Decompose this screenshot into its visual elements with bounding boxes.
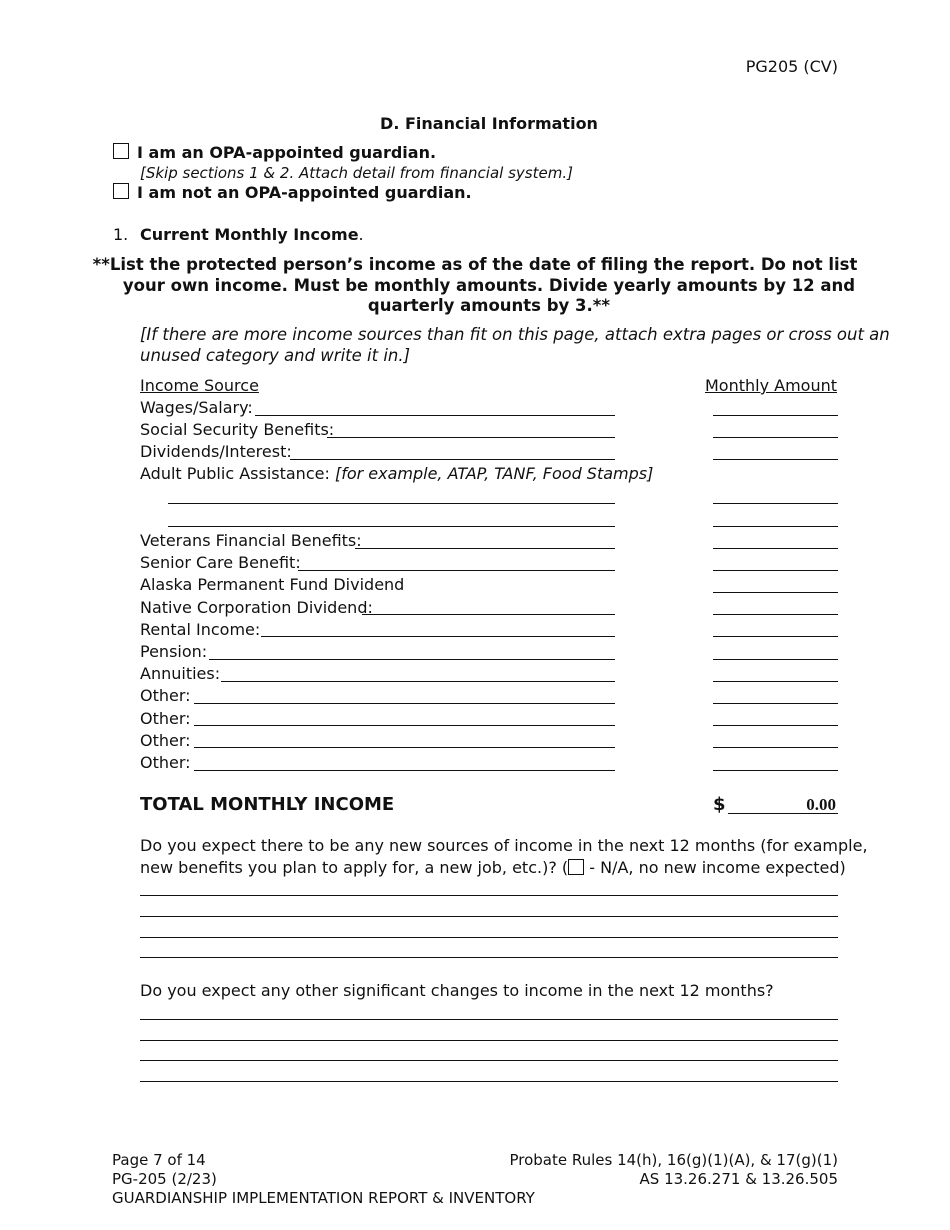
new-income-question-line2-a: new benefits you plan to apply for, a new job, etc.)? ( [140, 858, 569, 877]
pension-amount-field[interactable] [713, 659, 838, 660]
other-label-1: Other: [140, 686, 191, 705]
other-source-field-2[interactable] [194, 725, 615, 726]
new-income-question-line2-b: - N/A, no new income expected) [584, 858, 846, 877]
other-source-field-4[interactable] [194, 770, 615, 771]
veterans-source-field[interactable] [355, 548, 615, 549]
native-corp-label: Native Corporation Dividend: [140, 598, 373, 617]
rental-amount-field[interactable] [713, 636, 838, 637]
veterans-amount-field[interactable] [713, 548, 838, 549]
adult-assistance-source-field-2[interactable] [168, 526, 615, 527]
senior-care-amount-field[interactable] [713, 570, 838, 571]
other-amount-field-2[interactable] [713, 725, 838, 726]
footer-page-number: Page 7 of 14 [112, 1151, 206, 1169]
income-changes-answer-line-3[interactable] [140, 1060, 838, 1061]
monthly-amount-header: Monthly Amount [704, 376, 837, 395]
income-note-line1: [If there are more income sources than fit on this page, attach extra pages or cross out an [140, 325, 890, 344]
no-new-income-checkbox[interactable] [568, 859, 584, 875]
income-changes-answer-line-4[interactable] [140, 1081, 838, 1082]
other-source-field-3[interactable] [194, 747, 615, 748]
footer-statute: AS 13.26.271 & 13.26.505 [639, 1170, 838, 1188]
dividends-amount-field[interactable] [713, 459, 838, 460]
not-opa-guardian-checkbox[interactable] [113, 183, 129, 199]
income-note-line2: unused category and write it in.] [140, 346, 411, 365]
income-section-number: 1. [113, 225, 129, 244]
annuities-label: Annuities: [140, 664, 221, 683]
other-amount-field-4[interactable] [713, 770, 838, 771]
income-changes-answer-line-1[interactable] [140, 1019, 838, 1020]
total-currency-symbol: $ [713, 794, 726, 815]
dividends-label: Dividends/Interest: [140, 442, 292, 461]
total-underline [728, 813, 838, 814]
native-corp-amount-field[interactable] [713, 614, 838, 615]
senior-care-label: Senior Care Benefit: [140, 553, 301, 572]
dividends-source-field[interactable] [290, 459, 615, 460]
new-income-question-line2 [140, 858, 846, 877]
ssb-source-field[interactable] [327, 437, 615, 438]
new-income-answer-line-3[interactable] [140, 937, 838, 938]
adult-assistance-amount-field-1[interactable] [713, 503, 838, 504]
other-label-4: Other: [140, 753, 191, 772]
income-heading-period: . [358, 225, 364, 244]
new-income-answer-line-4[interactable] [140, 957, 838, 958]
other-amount-field-3[interactable] [713, 747, 838, 748]
adult-assistance-label [140, 464, 653, 483]
annuities-source-field[interactable] [221, 681, 615, 682]
pension-label: Pension: [140, 642, 208, 661]
ssb-amount-field[interactable] [713, 437, 838, 438]
pension-source-field[interactable] [209, 659, 615, 660]
income-instruction-line2: your own income. Must be monthly amounts. Divide yearly amounts by 12 and [122, 276, 856, 295]
veterans-label: Veterans Financial Benefits: [140, 531, 362, 550]
total-monthly-income-label: TOTAL MONTHLY INCOME [140, 794, 395, 815]
other-label-2: Other: [140, 709, 191, 728]
total-monthly-income-value[interactable]: 0.00 [806, 795, 836, 814]
other-source-field-1[interactable] [194, 703, 615, 704]
income-source-header: Income Source [140, 376, 259, 395]
form-code: PG205 (CV) [745, 57, 838, 76]
rental-label: Rental Income: [140, 620, 261, 639]
income-heading-text: Current Monthly Income [140, 225, 359, 244]
income-changes-question: Do you expect any other significant changes to income in the next 12 months? [140, 981, 774, 1000]
native-corp-source-field[interactable] [362, 614, 615, 615]
footer-form-number: PG-205 (2/23) [112, 1170, 217, 1188]
wages-label: Wages/Salary: [140, 398, 253, 417]
adult-assistance-amount-field-2[interactable] [713, 526, 838, 527]
pfd-label: Alaska Permanent Fund Dividend [140, 575, 405, 594]
section-title: D. Financial Information [380, 114, 598, 133]
adult-assistance-source-field-1[interactable] [168, 503, 615, 504]
opa-guardian-checkbox[interactable] [113, 143, 129, 159]
new-income-answer-line-2[interactable] [140, 916, 838, 917]
ssb-label: Social Security Benefits: [140, 420, 335, 439]
income-instruction-line3: quarterly amounts by 3.** [367, 296, 611, 315]
new-income-answer-line-1[interactable] [140, 895, 838, 896]
other-label-3: Other: [140, 731, 191, 750]
rental-source-field[interactable] [261, 636, 615, 637]
pfd-amount-field[interactable] [713, 592, 838, 593]
annuities-amount-field[interactable] [713, 681, 838, 682]
opa-guardian-note: [Skip sections 1 & 2. Attach detail from financial system.] [140, 164, 573, 182]
opa-guardian-label: I am an OPA-appointed guardian. [137, 143, 437, 162]
not-opa-guardian-label: I am not an OPA-appointed guardian. [137, 183, 472, 202]
footer-probate-rules: Probate Rules 14(h), 16(g)(1)(A), & 17(g)(1) [509, 1151, 838, 1169]
income-instruction-line1: **List the protected person’s income as of the date of filing the report. Do not list [92, 255, 858, 274]
other-amount-field-1[interactable] [713, 703, 838, 704]
adult-assistance-text: Adult Public Assistance: [140, 464, 330, 483]
wages-amount-field[interactable] [713, 415, 838, 416]
income-changes-answer-line-2[interactable] [140, 1040, 838, 1041]
income-section-heading [140, 225, 364, 244]
footer-form-title: GUARDIANSHIP IMPLEMENTATION REPORT & INVENTORY [112, 1189, 535, 1207]
new-income-question-line1: Do you expect there to be any new sources of income in the next 12 months (for example, [140, 836, 868, 855]
adult-assistance-example: [for example, ATAP, TANF, Food Stamps] [334, 464, 654, 483]
senior-care-source-field[interactable] [298, 570, 615, 571]
wages-source-field[interactable] [255, 415, 615, 416]
